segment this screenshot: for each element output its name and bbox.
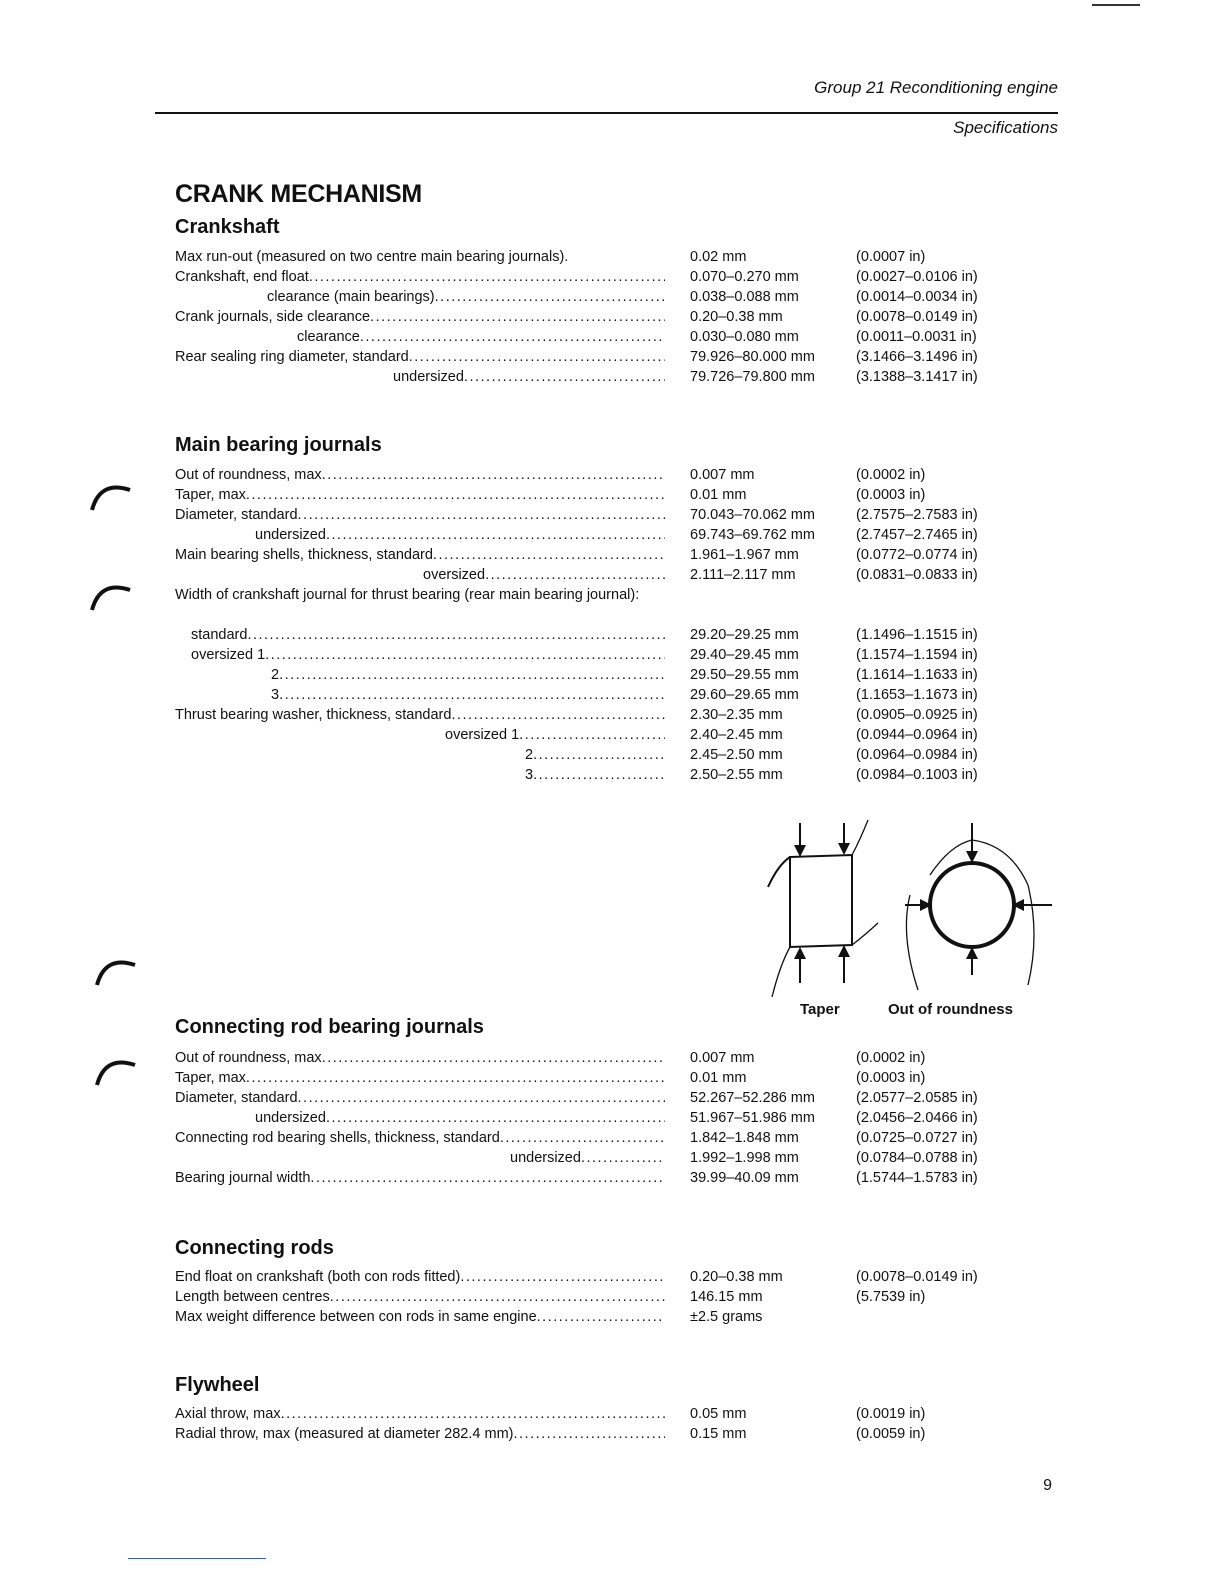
- spec-label: 3 .....: [175, 685, 665, 705]
- spec-value-inch: (0.0784–0.0788 in): [856, 1150, 978, 1166]
- spec-row: [175, 1128, 1055, 1148]
- spec-label: Crank journals, side clearance .....: [175, 307, 665, 327]
- spec-row: [175, 665, 1055, 685]
- spec-label: Axial throw, max .....: [175, 1404, 665, 1424]
- spec-value-inch: (0.0964–0.0984 in): [856, 747, 978, 763]
- spec-value-inch: (0.0078–0.0149 in): [856, 1269, 978, 1285]
- spec-value-mm: 0.15 mm: [690, 1426, 747, 1442]
- spec-value-mm: 2.111–2.117 mm: [690, 567, 796, 583]
- spec-label: Crankshaft, end float .....: [175, 267, 665, 287]
- figure-label-taper: Taper: [800, 1001, 840, 1018]
- spec-value-mm: 51.967–51.986 mm: [690, 1110, 815, 1126]
- spec-label: End float on crankshaft (both con rods fitted) .....: [175, 1267, 665, 1287]
- spec-row: [175, 1267, 1055, 1287]
- spec-value-inch: (1.1653–1.1673 in): [856, 687, 978, 703]
- spec-value-mm: 70.043–70.062 mm: [690, 507, 815, 523]
- spec-label: Taper, max .....: [175, 1068, 665, 1088]
- spec-value-inch: (2.7575–2.7583 in): [856, 507, 978, 523]
- spec-label: clearance .....: [175, 327, 665, 347]
- spec-label: standard .....: [175, 625, 665, 645]
- spec-row: [175, 287, 1055, 307]
- spec-label: Width of crankshaft journal for thrust bearing (rear main bearing journal):: [175, 587, 640, 603]
- spec-row: [175, 267, 1055, 287]
- spec-row: [175, 765, 1055, 785]
- spec-value-mm: 29.40–29.45 mm: [690, 647, 799, 663]
- spec-label: undersized .....: [175, 367, 665, 387]
- spec-value-inch: (0.0003 in): [856, 1070, 926, 1086]
- spec-value-inch: (1.1574–1.1594 in): [856, 647, 978, 663]
- spec-row: [175, 1168, 1055, 1188]
- taper-roundness-figure: [760, 815, 1060, 1018]
- figure-label-out-of-roundness: Out of roundness: [888, 1001, 1013, 1018]
- spec-value-inch: (0.0944–0.0964 in): [856, 727, 978, 743]
- spec-value-mm: 0.20–0.38 mm: [690, 1269, 783, 1285]
- spec-value-mm: 0.20–0.38 mm: [690, 309, 783, 325]
- spec-label: oversized 1 .....: [175, 645, 665, 665]
- spec-label: 3 .....: [175, 765, 665, 785]
- spec-value-mm: 0.007 mm: [690, 467, 755, 483]
- spec-value-inch: (0.0003 in): [856, 487, 926, 503]
- spec-label: Rear sealing ring diameter, standard .....: [175, 347, 665, 367]
- spec-value-mm: 0.01 mm: [690, 487, 747, 503]
- spec-label: undersized .....: [175, 525, 665, 545]
- spec-row: [175, 1148, 1055, 1168]
- spec-value-inch: (0.0019 in): [856, 1406, 926, 1422]
- spec-row: [175, 247, 1055, 267]
- spec-label: Main bearing shells, thickness, standard .....: [175, 545, 665, 565]
- spec-value-mm: 79.926–80.000 mm: [690, 349, 815, 365]
- spec-row: [175, 725, 1055, 745]
- flywheel-spec-list: [175, 1404, 1055, 1444]
- spec-value-mm: 0.070–0.270 mm: [690, 269, 799, 285]
- spec-row: [175, 367, 1055, 387]
- spec-row: [175, 685, 1055, 705]
- spec-value-mm: 2.40–2.45 mm: [690, 727, 783, 743]
- spec-value-inch: (2.0456–2.0466 in): [856, 1110, 978, 1126]
- spec-value-inch: (0.0014–0.0034 in): [856, 289, 978, 305]
- spec-row: [175, 1287, 1055, 1307]
- page-number: 9: [1043, 1477, 1052, 1494]
- arrow-down-icon: [794, 845, 806, 857]
- spec-label: Out of roundness, max .....: [175, 1048, 665, 1068]
- spec-row: [175, 1404, 1055, 1424]
- spec-value-mm: 1.961–1.967 mm: [690, 547, 799, 563]
- arrow-up-icon: [966, 947, 978, 959]
- spec-value-mm: 0.038–0.088 mm: [690, 289, 799, 305]
- spec-label: Out of roundness, max .....: [175, 465, 665, 485]
- spec-value-mm: 0.030–0.080 mm: [690, 329, 799, 345]
- spec-value-inch: (0.0011–0.0031 in): [856, 329, 977, 345]
- spec-value-mm: 52.267–52.286 mm: [690, 1090, 815, 1106]
- spec-value-mm: 29.50–29.55 mm: [690, 667, 799, 683]
- spec-value-inch: (0.0078–0.0149 in): [856, 309, 978, 325]
- spec-value-inch: (3.1466–3.1496 in): [856, 349, 978, 365]
- spec-label: Radial throw, max (measured at diameter 282.4 mm) .....: [175, 1424, 665, 1444]
- spec-label: oversized 1 .....: [175, 725, 665, 745]
- spec-label: Diameter, standard .....: [175, 1088, 665, 1108]
- spec-value-inch: (1.1614–1.1633 in): [856, 667, 978, 683]
- spec-row: [175, 327, 1055, 347]
- conrod-journal-spec-list: [175, 1048, 1055, 1188]
- crankshaft-spec-list: [175, 247, 1055, 387]
- spec-value-mm: 1.992–1.998 mm: [690, 1150, 799, 1166]
- roundness-circle: [930, 863, 1014, 947]
- section-heading-connecting-rods: Connecting rods: [175, 1237, 334, 1259]
- binder-hole-mark: [80, 570, 140, 630]
- taper-roundness-diagram: [760, 815, 1060, 1005]
- arrow-up-icon: [838, 945, 850, 957]
- spec-row: [175, 347, 1055, 367]
- section-heading-crankshaft: Crankshaft: [175, 216, 280, 238]
- spec-label: 2 .....: [175, 745, 665, 765]
- spec-label: Thrust bearing washer, thickness, standard .....: [175, 705, 665, 725]
- scan-artifact-line: [1092, 4, 1140, 6]
- spec-value-inch: (5.7539 in): [856, 1289, 926, 1305]
- spec-value-mm: 146.15 mm: [690, 1289, 763, 1305]
- spec-value-inch: (0.0059 in): [856, 1426, 926, 1442]
- spec-value-mm: ±2.5 grams: [690, 1309, 763, 1325]
- spec-value-mm: 0.01 mm: [690, 1070, 747, 1086]
- spec-row: [175, 505, 1055, 525]
- spec-row: [175, 1088, 1055, 1108]
- spec-label: undersized .....: [175, 1108, 665, 1128]
- spec-value-mm: 0.007 mm: [690, 1050, 755, 1066]
- spec-row: [175, 1307, 1055, 1327]
- spec-value-inch: (1.1496–1.1515 in): [856, 627, 978, 643]
- arrow-down-icon: [966, 851, 978, 863]
- spec-label: Bearing journal width .....: [175, 1168, 665, 1188]
- spec-value-mm: 29.60–29.65 mm: [690, 687, 799, 703]
- spec-value-inch: (0.0831–0.0833 in): [856, 567, 978, 583]
- scan-artifact-line: [128, 1558, 266, 1559]
- conrod-spec-list: [175, 1267, 1055, 1327]
- binder-hole-mark: [80, 470, 140, 530]
- spec-row: [175, 485, 1055, 505]
- spec-value-mm: 69.743–69.762 mm: [690, 527, 815, 543]
- spec-value-mm: 2.50–2.55 mm: [690, 767, 783, 783]
- spec-row: [175, 625, 1055, 645]
- spec-value-inch: (0.0027–0.0106 in): [856, 269, 978, 285]
- section-heading-flywheel: Flywheel: [175, 1374, 260, 1396]
- spec-value-mm: 39.99–40.09 mm: [690, 1170, 799, 1186]
- spec-value-mm: 2.45–2.50 mm: [690, 747, 783, 763]
- spec-value-inch: (0.0984–0.1003 in): [856, 767, 978, 783]
- page-title: CRANK MECHANISM: [175, 180, 422, 208]
- spec-value-inch: (2.0577–2.0585 in): [856, 1090, 978, 1106]
- spec-value-inch: (0.0007 in): [856, 249, 926, 265]
- section-heading-connecting-rod-bearing-journals: Connecting rod bearing journals: [175, 1016, 484, 1038]
- spec-label: oversized .....: [175, 565, 665, 585]
- main-bearing-spec-list: [175, 465, 1055, 785]
- spec-value-inch: (0.0772–0.0774 in): [856, 547, 978, 563]
- spec-value-mm: 29.20–29.25 mm: [690, 627, 799, 643]
- spec-value-mm: 79.726–79.800 mm: [690, 369, 815, 385]
- spec-label: Diameter, standard .....: [175, 505, 665, 525]
- section-heading-main-bearing-journals: Main bearing journals: [175, 434, 382, 456]
- spec-row: [175, 525, 1055, 545]
- spec-row: [175, 307, 1055, 327]
- arrow-down-icon: [838, 843, 850, 855]
- taper-leader-line: [768, 857, 790, 887]
- spec-row: [175, 565, 1055, 585]
- spec-row: [175, 1108, 1055, 1128]
- header-rule: [155, 112, 1058, 114]
- spec-row: [175, 585, 1055, 625]
- spec-row: [175, 745, 1055, 765]
- spec-label: Length between centres .....: [175, 1287, 665, 1307]
- spec-value-inch: (0.0905–0.0925 in): [856, 707, 978, 723]
- taper-journal-shape: [790, 855, 852, 947]
- header-subtitle: Specifications: [953, 118, 1058, 137]
- spec-value-inch: (0.0725–0.0727 in): [856, 1130, 978, 1146]
- spec-label: 2 .....: [175, 665, 665, 685]
- spec-value-mm: 2.30–2.35 mm: [690, 707, 783, 723]
- spec-label: Max run-out (measured on two centre main bearing journals).: [175, 249, 569, 265]
- spec-row: [175, 705, 1055, 725]
- spec-value-mm: 1.842–1.848 mm: [690, 1130, 799, 1146]
- spec-value-inch: (1.5744–1.5783 in): [856, 1170, 978, 1186]
- spec-row: [175, 465, 1055, 485]
- spec-value-mm: 0.05 mm: [690, 1406, 747, 1422]
- spec-label: undersized .....: [175, 1148, 665, 1168]
- spec-value-inch: (3.1388–3.1417 in): [856, 369, 978, 385]
- arrow-up-icon: [794, 947, 806, 959]
- spec-value-inch: (0.0002 in): [856, 1050, 926, 1066]
- spec-row: [175, 1048, 1055, 1068]
- binder-hole-mark: [85, 1045, 145, 1105]
- spec-row: [175, 1424, 1055, 1444]
- spec-label: Max weight difference between con rods in same engine .....: [175, 1307, 665, 1327]
- spec-value-inch: (0.0002 in): [856, 467, 926, 483]
- spec-label: Connecting rod bearing shells, thickness, standard .....: [175, 1128, 665, 1148]
- spec-label: Taper, max .....: [175, 485, 665, 505]
- spec-row: [175, 545, 1055, 565]
- header-group-title: Group 21 Reconditioning engine: [814, 78, 1058, 97]
- spec-row: [175, 1068, 1055, 1088]
- binder-hole-mark: [85, 945, 145, 1005]
- spec-value-inch: (2.7457–2.7465 in): [856, 527, 978, 543]
- spec-row: [175, 645, 1055, 665]
- spec-label: clearance (main bearings) .....: [175, 287, 665, 307]
- spec-value-mm: 0.02 mm: [690, 249, 747, 265]
